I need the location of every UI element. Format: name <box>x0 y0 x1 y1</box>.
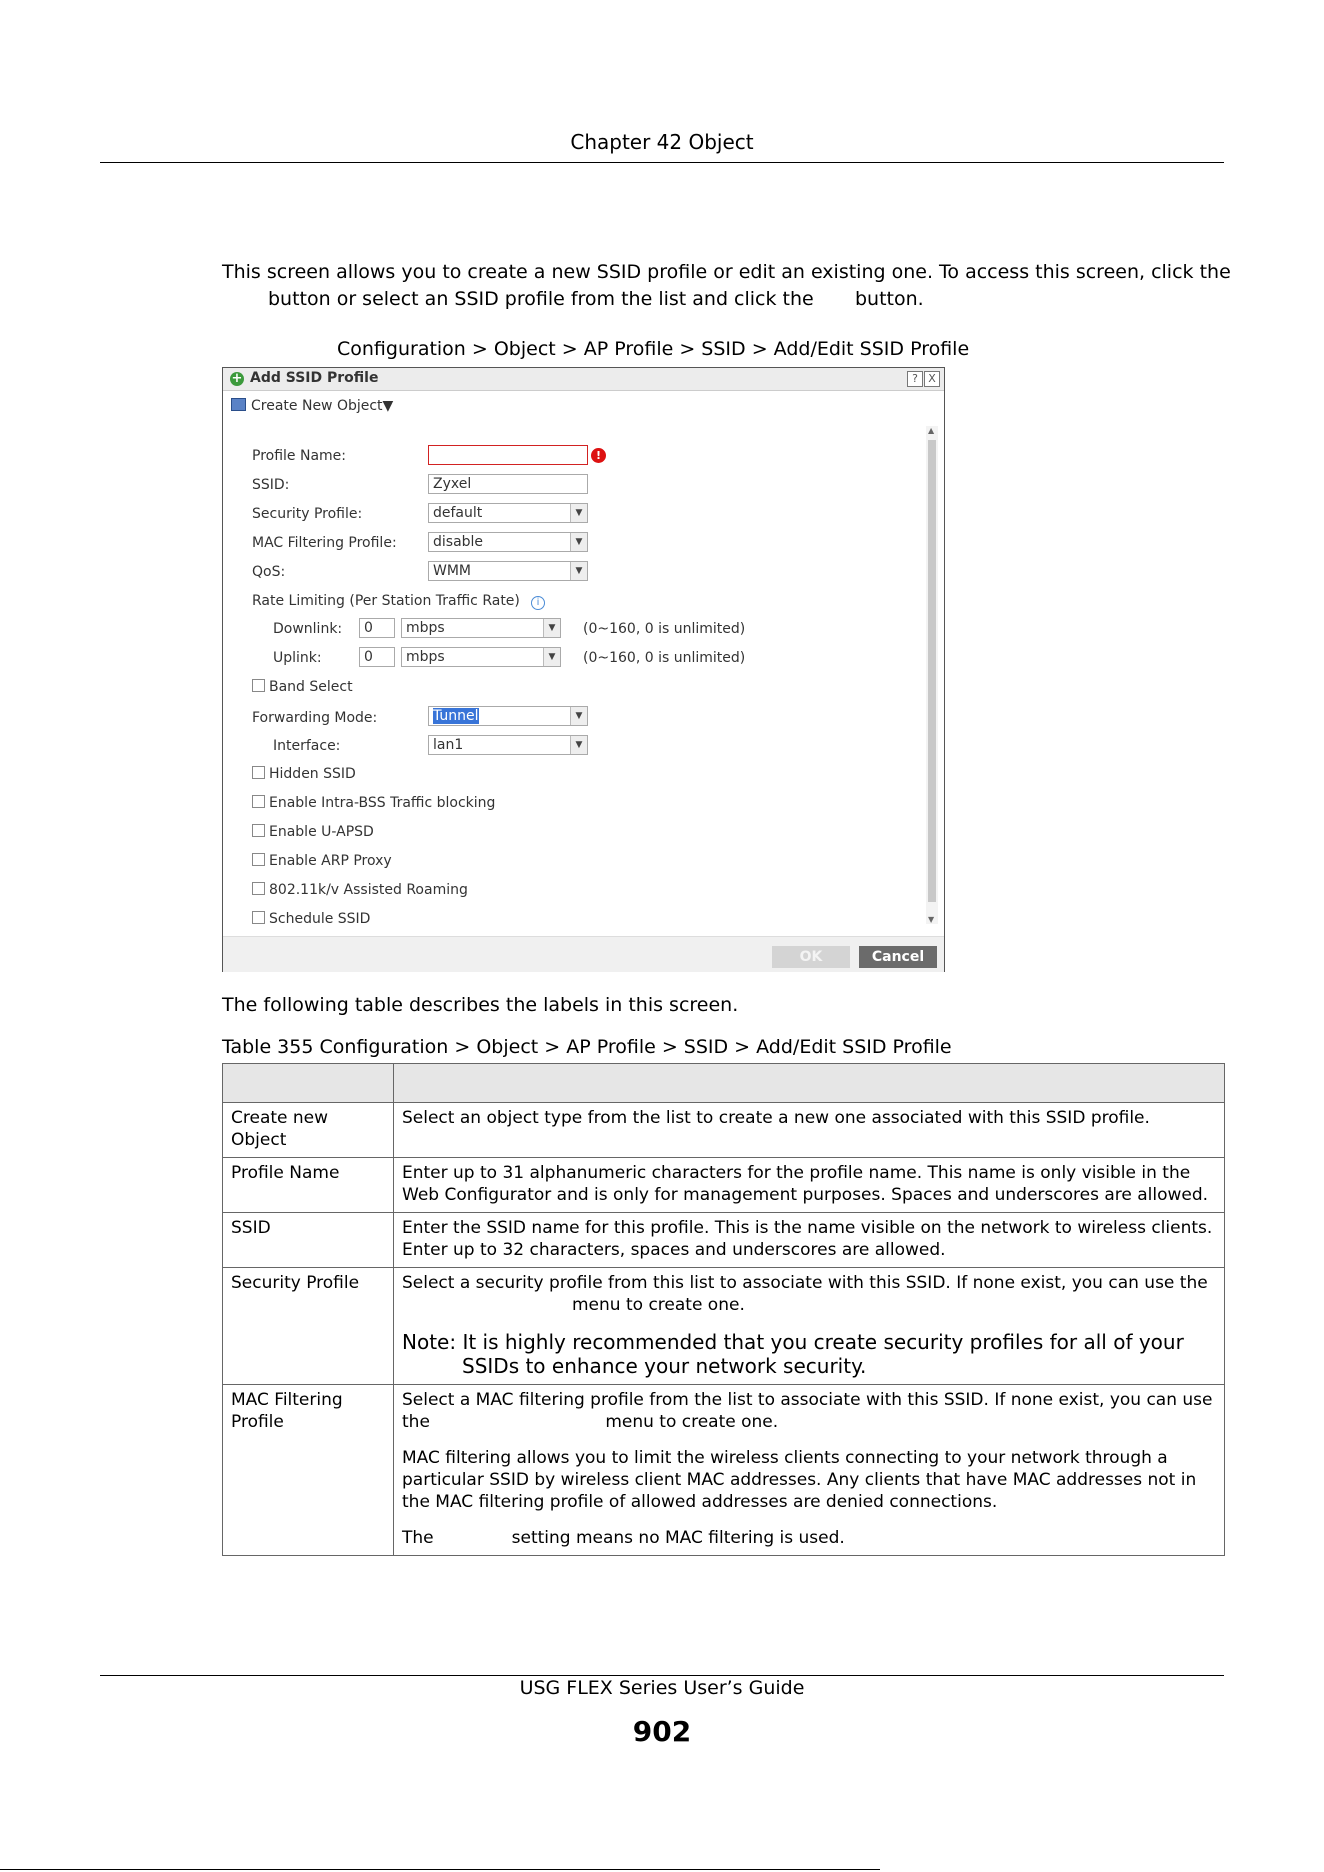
chapter-header: Chapter 42 Object <box>570 130 754 154</box>
row-label: Security Profile <box>223 1268 394 1385</box>
security-profile-label: Security Profile: <box>252 506 363 522</box>
guide-title: USG FLEX Series User’s Guide <box>519 1677 805 1699</box>
object-icon <box>231 398 246 411</box>
create-new-object-menu[interactable] <box>231 398 393 414</box>
downlink-input[interactable]: 0 <box>359 618 395 638</box>
table-row <box>223 1213 1225 1268</box>
close-icon[interactable]: X <box>924 371 940 387</box>
forwarding-mode-label: Forwarding Mode: <box>252 710 378 726</box>
row-label: SSID <box>223 1213 394 1268</box>
hidden-ssid-checkbox[interactable] <box>252 766 356 782</box>
info-icon[interactable]: i <box>531 596 545 610</box>
ssid-label: SSID: <box>252 477 290 493</box>
mac-filtering-value: disable <box>433 534 484 550</box>
table-header-cell <box>223 1064 394 1103</box>
qos-label: QoS: <box>252 564 286 580</box>
uplink-label: Uplink: <box>273 650 322 666</box>
add-ssid-profile-dialog <box>222 367 945 972</box>
table-header-row <box>223 1064 1225 1103</box>
chevron-down-icon: ▼ <box>570 562 587 580</box>
downlink-hint: (0~160, 0 is unlimited) <box>583 621 746 637</box>
intro-line-2b: button. <box>855 288 924 310</box>
schedule-ssid-label: Schedule SSID <box>269 911 371 927</box>
chevron-down-icon: ▼ <box>570 504 587 522</box>
description-paragraph: The setting means no MAC filtering is used. <box>402 1528 845 1548</box>
downlink-unit-value: mbps <box>406 620 445 636</box>
chevron-down-icon: ▼ <box>543 648 560 666</box>
forwarding-mode-select[interactable] <box>428 706 588 726</box>
intro-line-2a: button or select an SSID profile from the list and click the <box>268 288 814 310</box>
row-label: Create new Object <box>223 1103 394 1158</box>
interface-value: lan1 <box>433 737 464 753</box>
roaming-label: 802.11k/v Assisted Roaming <box>269 882 468 898</box>
forwarding-mode-value: Tunnel <box>433 708 479 724</box>
profile-name-input[interactable] <box>428 445 588 465</box>
description-paragraph: Select a MAC filtering profile from the list to associate with this SSID. If none exist, you can use the menu to create one. <box>402 1390 1213 1432</box>
dialog-title-bar <box>223 368 944 391</box>
row-description: Enter up to 31 alphanumeric characters for the profile name. This name is only visible in the Web Configurator and is only for management purposes. Spaces and underscores are allowed. <box>394 1158 1225 1213</box>
qos-value: WMM <box>433 563 472 579</box>
figure-caption: Configuration > Object > AP Profile > SSID > Add/Edit SSID Profile <box>337 338 970 360</box>
table-row <box>223 1385 1225 1556</box>
plus-circle-icon: + <box>231 371 243 386</box>
mac-filtering-select[interactable] <box>428 532 588 552</box>
mac-filtering-label: MAC Filtering Profile: <box>252 535 397 551</box>
security-profile-value: default <box>433 505 483 521</box>
downlink-label: Downlink: <box>273 621 343 637</box>
vertical-scrollbar[interactable] <box>926 426 938 924</box>
u-apsd-label: Enable U-APSD <box>269 824 374 840</box>
roaming-checkbox[interactable] <box>252 882 468 898</box>
row-description: Enter the SSID name for this profile. This is the name visible on the network to wireless clients. Enter up to 32 characters, spaces and underscores are allowed. <box>394 1213 1225 1268</box>
intra-bss-checkbox[interactable] <box>252 795 495 811</box>
dialog-footer <box>223 936 944 972</box>
page-number: 902 <box>632 1715 692 1748</box>
create-new-object-label: Create New Object▼ <box>251 398 394 414</box>
intro-line-1: This screen allows you to create a new SSID profile or edit an existing one. To access this screen, click the <box>222 261 1231 283</box>
band-select-checkbox[interactable] <box>252 679 353 695</box>
interface-label: Interface: <box>273 738 341 754</box>
note-text: Note: It is highly recommended that you create security profiles for all of your SSIDs to enhance your network security. <box>402 1330 1184 1378</box>
table-row <box>223 1103 1225 1158</box>
rate-limiting-label: Rate Limiting (Per Station Traffic Rate) <box>252 593 520 609</box>
interface-select[interactable] <box>428 735 588 755</box>
arp-proxy-label: Enable ARP Proxy <box>269 853 392 869</box>
uplink-unit-select[interactable] <box>401 647 561 667</box>
band-select-label: Band Select <box>269 679 353 695</box>
dialog-title: Add SSID Profile <box>250 370 379 386</box>
ok-button[interactable]: OK <box>772 946 850 968</box>
arp-proxy-checkbox[interactable] <box>252 853 392 869</box>
schedule-ssid-checkbox[interactable] <box>252 911 370 927</box>
help-icon[interactable]: ? <box>907 371 923 387</box>
hidden-ssid-label: Hidden SSID <box>269 766 356 782</box>
footer-rule <box>100 1675 1224 1676</box>
intra-bss-label: Enable Intra-BSS Traffic blocking <box>269 795 496 811</box>
table-header-cell <box>394 1064 1225 1103</box>
profile-name-label: Profile Name: <box>252 448 347 464</box>
table-row <box>223 1268 1225 1385</box>
downlink-unit-select[interactable] <box>401 618 561 638</box>
row-label: MAC Filtering Profile <box>223 1385 394 1556</box>
security-profile-select[interactable] <box>428 503 588 523</box>
scroll-down-icon[interactable]: ▼ <box>928 915 935 924</box>
table-caption: Table 355 Configuration > Object > AP Profile > SSID > Add/Edit SSID Profile <box>222 1036 952 1058</box>
chevron-down-icon: ▼ <box>570 707 587 725</box>
description-paragraph: MAC filtering allows you to limit the wireless clients connecting to your network through a particular SSID by wireless client MAC addresses. Any clients that have MAC addresses not in the MAC filtering profile of allowed addresses are denied connections. <box>402 1448 1197 1512</box>
description-paragraph: Select a security profile from this list to associate with this SSID. If none exist, you can use the menu to create one. <box>402 1273 1208 1315</box>
scrollbar-thumb[interactable] <box>928 440 936 902</box>
chevron-down-icon: ▼ <box>570 533 587 551</box>
chevron-down-icon: ▼ <box>543 619 560 637</box>
table-intro: The following table describes the labels in this screen. <box>222 994 739 1016</box>
chevron-down-icon: ▼ <box>570 736 587 754</box>
uplink-unit-value: mbps <box>406 649 445 665</box>
uplink-hint: (0~160, 0 is unlimited) <box>583 650 746 666</box>
uplink-input[interactable]: 0 <box>359 647 395 667</box>
row-description <box>394 1385 1225 1556</box>
header-rule <box>100 162 1224 163</box>
ssid-input[interactable]: Zyxel <box>428 474 588 494</box>
row-label: Profile Name <box>223 1158 394 1213</box>
labels-table <box>222 1063 1225 1556</box>
row-description <box>394 1268 1225 1385</box>
cancel-button[interactable]: Cancel <box>859 946 937 968</box>
scroll-up-icon[interactable]: ▲ <box>928 426 935 435</box>
error-icon: ! <box>591 448 606 463</box>
bottom-rule <box>0 1869 880 1870</box>
u-apsd-checkbox[interactable] <box>252 824 374 840</box>
table-row <box>223 1158 1225 1213</box>
qos-select[interactable] <box>428 561 588 581</box>
row-description: Select an object type from the list to create a new one associated with this SSID profile. <box>394 1103 1225 1158</box>
